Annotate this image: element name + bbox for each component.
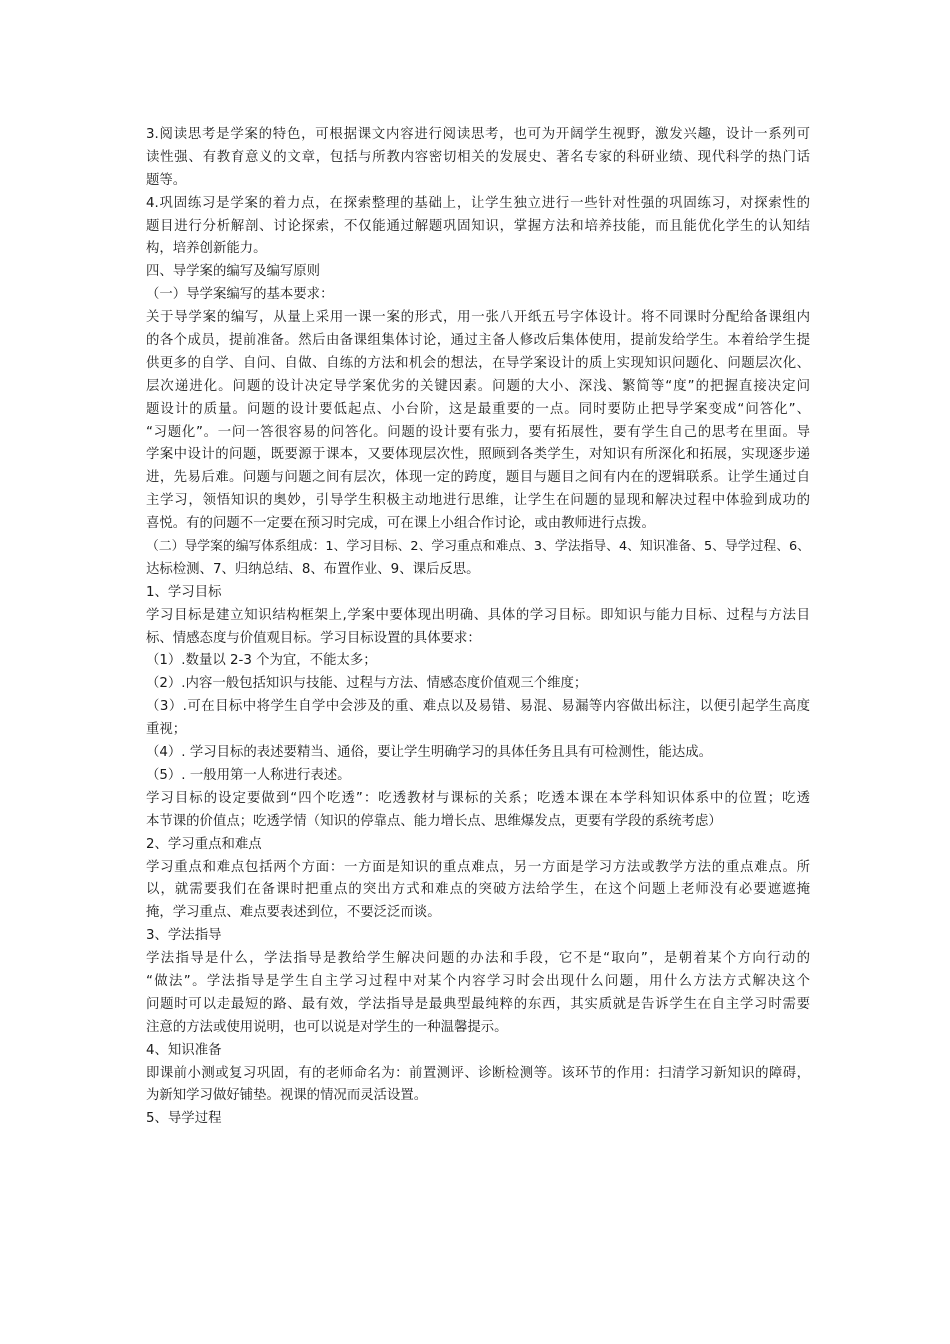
text-line: （一）导学案编写的基本要求： (146, 287, 334, 303)
text-line: 喜悦。有的问题不一定要在预习时完成，可在课上小组合作讨论，或由教师进行点拨。 (146, 516, 655, 532)
text-line: 层次递进化。问题的设计决定导学案优劣的关键因素。问题的大小、深浅、繁简等“度”的把握直接决定问 (146, 378, 810, 394)
text-line: 学案中设计的问题，既要源于课本，又要体现层次性，照顾到各类学生，对知识有所深化和拓展，实现逐步递 (146, 447, 810, 463)
text-line: 构，培养创新能力。 (146, 241, 267, 257)
text-line: 达标检测、7、归纳总结、8、布置作业、9、课后反思。 (146, 561, 480, 577)
text-line: 题设计的质量。问题的设计要低起点、小台阶，这是最重要的一点。同时要防止把导学案变成“问答化”、 (146, 401, 810, 417)
text-line: （1）.数量以 2-3 个为宜，不能太多； (146, 653, 377, 669)
text-line: （3）.可在目标中将学生自学中会涉及的重、难点以及易错、易混、易漏等内容做出标注，以便引起学生高度 (146, 699, 810, 715)
text-line: （5）. 一般用第一人称进行表述。 (146, 767, 351, 783)
text-line: 题目进行分析解剖、讨论探索，不仅能通过解题巩固知识，掌握方法和培养技能，而且能优化学生的认知结 (146, 218, 810, 234)
text-line: “习题化”。一问一答很容易的问答化。问题的设计要有张力，要有拓展性，要有学生自己的思考在里面。导 (146, 424, 810, 440)
text-line: 重视； (146, 722, 187, 738)
text-line: 题等。 (146, 172, 187, 188)
text-line: （二）导学案的编写体系组成：1、学习目标、2、学习重点和难点、3、学法指导、4、知识准备、5、导学过程、6、 (146, 539, 810, 555)
text-line: 注意的方法或使用说明，也可以说是对学生的一种温馨提示。 (146, 1019, 508, 1035)
text-line: 四、导学案的编写及编写原则 (146, 264, 321, 280)
text-line: 3、学法指导 (146, 928, 222, 944)
text-line: 的各个成员，提前准备。然后由备课组集体讨论，通过主备人修改后集体使用，提前发给学生。本着给学生提 (146, 333, 810, 349)
text-line: 掩，学习重点、难点要表述到位，不要泛泛而谈。 (146, 905, 441, 921)
text-line: （4）. 学习目标的表述要精当、通俗，要让学生明确学习的具体任务且具有可检测性，能达成。 (146, 745, 713, 761)
text-line: 4、知识准备 (146, 1042, 222, 1058)
text-line: 4.巩固练习是学案的着力点，在探索整理的基础上，让学生独立进行一些针对性强的巩固练习，对探索性的 (146, 195, 810, 211)
text-line: 1、学习目标 (146, 584, 222, 600)
text-line: 主学习，领悟知识的奥妙，引导学生积极主动地进行思维，让学生在问题的显现和解决过程中体验到成功的 (146, 493, 810, 509)
text-line: 5、导学过程 (146, 1111, 222, 1127)
text-line: 供更多的自学、自问、自做、自练的方法和机会的想法，在导学案设计的质上实现知识问题化、问题层次化、 (146, 355, 810, 371)
text-line: 标、情感态度与价值观目标。学习目标设置的具体要求： (146, 630, 481, 646)
text-line: 问题时可以走最短的路、最有效，学法指导是最典型最纯粹的东西，其实质就是告诉学生在自主学习时需要 (146, 996, 810, 1012)
text-line: 进，先易后难。问题与问题之间有层次，体现一定的跨度，题目与题目之间有内在的逻辑联系。让学生通过自 (146, 470, 810, 486)
text-line: 学习重点和难点包括两个方面：一方面是知识的重点难点，另一方面是学习方法或教学方法的重点难点。所 (146, 859, 810, 875)
text-line: 本节课的价值点；吃透学情（知识的停靠点、能力增长点、思维爆发点，更要有学段的系统考虑） (146, 813, 722, 829)
text-line: 学习目标是建立知识结构框架上,学案中要体现出明确、具体的学习目标。即知识与能力目标、过程与方法目 (146, 607, 810, 623)
text-line: （2）.内容一般包括知识与技能、过程与方法、情感态度价值观三个维度； (146, 676, 588, 692)
text-line: 3.阅读思考是学案的特色，可根据课文内容进行阅读思考，也可为开阔学生视野，激发兴趣，设计一系列可 (146, 127, 810, 142)
text-line: 关于导学案的编写，从量上采用一课一案的形式，用一张八开纸五号字体设计。将不同课时分配给备课组内 (146, 310, 810, 326)
text-line: “做法”。学法指导是学生自主学习过程中对某个内容学习时会出现什么问题，用什么方法方式解决这个 (146, 973, 810, 989)
text-line: 读性强、有教育意义的文章，包括与所教内容密切相关的发展史、著名专家的科研业绩、现代科学的热门话 (146, 149, 810, 165)
text-line: 为新知学习做好铺垫。视课的情况而灵活设置。 (146, 1088, 428, 1104)
document-page (146, 124, 810, 1131)
text-line: 以，就需要我们在备课时把重点的突出方式和难点的突破方法给学生，在这个问题上老师没有必要遮遮掩 (146, 882, 810, 898)
text-line: 即课前小测或复习巩固，有的老师命名为：前置测评、诊断检测等。该环节的作用：扫清学习新知识的障碍， (146, 1065, 810, 1081)
text-line: 学法指导是什么，学法指导是教给学生解决问题的办法和手段，它不是“取向”，是朝着某个方向行动的 (146, 951, 810, 967)
text-line: 2、学习重点和难点 (146, 836, 262, 852)
text-line: 学习目标的设定要做到“四个吃透”：吃透教材与课标的关系；吃透本课在本学科知识体系中的位置；吃透 (146, 790, 810, 806)
